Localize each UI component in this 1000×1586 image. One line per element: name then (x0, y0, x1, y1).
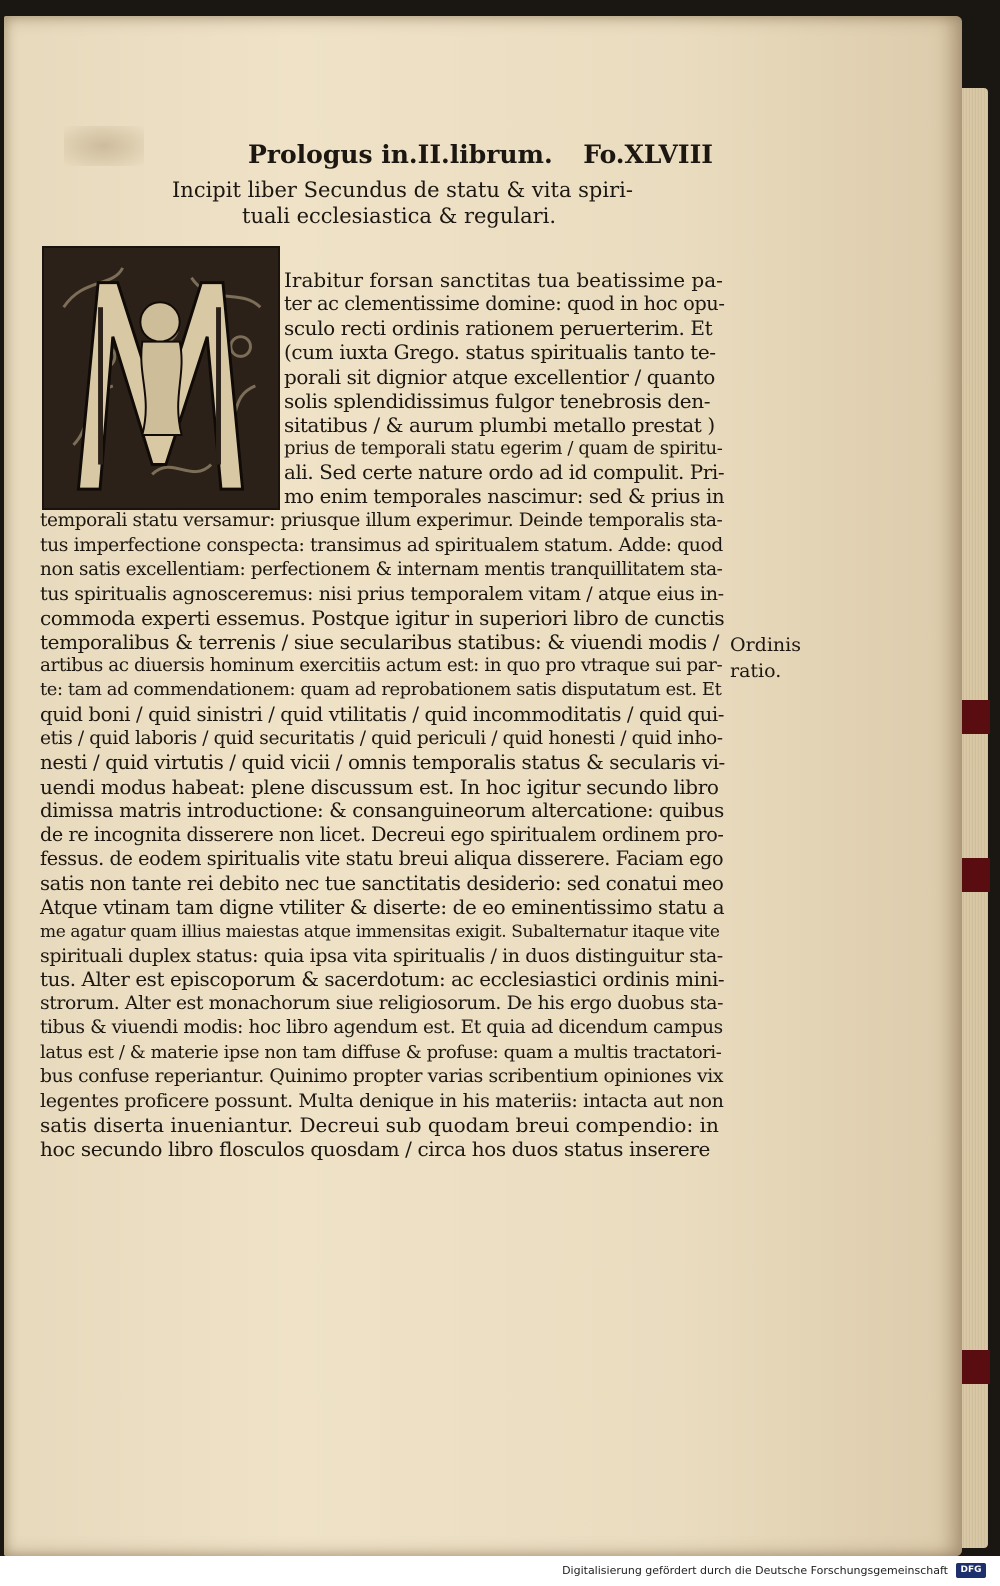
text-line: latus est / & materie ipse non tam diffuse & profuse: quam a multis tractatori- (40, 1041, 722, 1063)
text-line: spirituali duplex status: quia ipsa vita spiritualis / in duos distinguitur sta- (40, 944, 723, 967)
text-line: porali sit dignior atque excellentior / quanto (284, 364, 715, 389)
text-line: sitatibus / & aurum plumbi metallo prestat ) (284, 412, 715, 437)
text-line: etis / quid laboris / quid securitatis / quid periculi / quid honesti / quid inho- (40, 727, 723, 749)
text-line: prius de temporali statu egerim / quam de spiritu- (284, 437, 723, 459)
bookmark-ribbon (962, 700, 990, 734)
incipit-heading (172, 177, 652, 229)
text-line: ter ac clementissime domine: quod in hoc opu- (284, 292, 725, 316)
text-line: Irabitur forsan sanctitas tua beatissime pa- (284, 268, 723, 292)
text-line: nesti / quid virtutis / quid vicii / omnis temporalis status & secularis vi- (40, 750, 725, 774)
text-line: non satis excellentiam: perfectionem & internam mentis tranquillitatem sta- (40, 558, 723, 580)
text-line: Atque vtinam tam digne vtiliter & diserte: de eo eminentissimo statu a (40, 895, 725, 919)
text-line: ali. Sed certe nature ordo ad id compulit. Pri- (284, 461, 725, 485)
funding-credit: Digitalisierung gefördert durch die Deutsche Forschungsgemeinschaft (562, 1564, 948, 1577)
text-line: mo enim temporales nascimur: sed & prius in (284, 485, 725, 509)
marginal-note-line: Ordinis (730, 634, 801, 656)
running-head (248, 140, 713, 174)
text-line: tibus & viuendi modis: hoc libro agendum est. Et quia ad dicendum campus (40, 1017, 723, 1039)
text-line: commoda experti essemus. Postque igitur in superiori libro de cunctis (40, 605, 725, 630)
text-line: sculo recti ordinis rationem peruerterim. Et (284, 316, 713, 341)
text-line: artibus ac diuersis hominum exercitiis actum est: in quo pro vtraque sui par- (40, 655, 723, 677)
paper-stain (64, 126, 144, 166)
folio-number: Fo.XLVIII (583, 140, 713, 169)
incipit-line: Incipit liber Secundus de statu & vita spiri- (172, 178, 633, 202)
text-line: uendi modus habeat: plene discussum est. In hoc igitur secundo libro (40, 774, 719, 799)
text-line: legentes proficere possunt. Multa denique in his materiis: intacta aut non (40, 1089, 724, 1112)
text-line: quid boni / quid sinistri / quid vtilitatis / quid incommoditatis / quid qui- (40, 702, 724, 726)
marginal-note-line: ratio. (730, 660, 782, 682)
marginal-note (730, 632, 801, 684)
text-line: bus confuse reperiantur. Quinimo propter varias scribentium opiniones vix (40, 1065, 724, 1087)
incipit-line: tuali ecclesiastica & regulari. (242, 204, 557, 228)
text-line: tus spiritualis agnosceremus: nisi prius temporalem vitam / atque eius in- (40, 582, 724, 605)
digitization-footer (0, 1556, 1000, 1586)
bookmark-ribbon (962, 1350, 990, 1384)
text-line: tus imperfectione conspecta: transimus ad spiritualem statum. Adde: quod (40, 534, 723, 556)
bookmark-ribbon (962, 858, 990, 892)
text-line: me agatur quam illius maiestas atque immensitas exigit. Subalternatur itaque vite (40, 921, 720, 942)
text-line: (cum iuxta Grego. status spiritualis tanto te- (284, 340, 716, 365)
text-line: fessus. de eodem spiritualis vite statu breui aliqua disserere. Faciam ego (40, 847, 724, 871)
body-text (40, 268, 725, 1161)
text-line: temporalibus & terrenis / siue secularibus statibus: & viuendi modis / (40, 630, 720, 655)
text-line: te: tam ad commendationem: quam ad reprobationem satis disputatum est. Et (40, 679, 722, 701)
text-line: hoc secundo libro flosculos quosdam / circa hos duos status inserere (40, 1137, 710, 1162)
text-line: strorum. Alter est monachorum siue religiosorum. De his ergo duobus sta- (40, 993, 724, 1015)
page-edges (962, 88, 988, 1548)
running-head-book: Prologus in.II.librum. (248, 140, 553, 169)
text-line: temporali statu versamur: priusque illum experimur. Deinde temporalis sta- (40, 510, 723, 532)
text-line: dimissa matris introductione: & consanguineorum altercatione: quibus (40, 799, 724, 823)
dfg-logo-icon: DFG (956, 1563, 986, 1578)
text-line: satis non tante rei debito nec tue sanctitatis desiderio: sed conatui meo (40, 871, 724, 895)
text-line: solis splendidissimus fulgor tenebrosis den- (284, 388, 711, 413)
text-line: tus. Alter est episcoporum & sacerdotum: ac ecclesiastici ordinis mini- (40, 968, 725, 992)
text-line: satis diserta inueniantur. Decreui sub quodam breui compendio: in (40, 1112, 719, 1137)
text-line: de re incognita disserere non licet. Decreui ego spiritualem ordinem pro- (40, 823, 724, 847)
